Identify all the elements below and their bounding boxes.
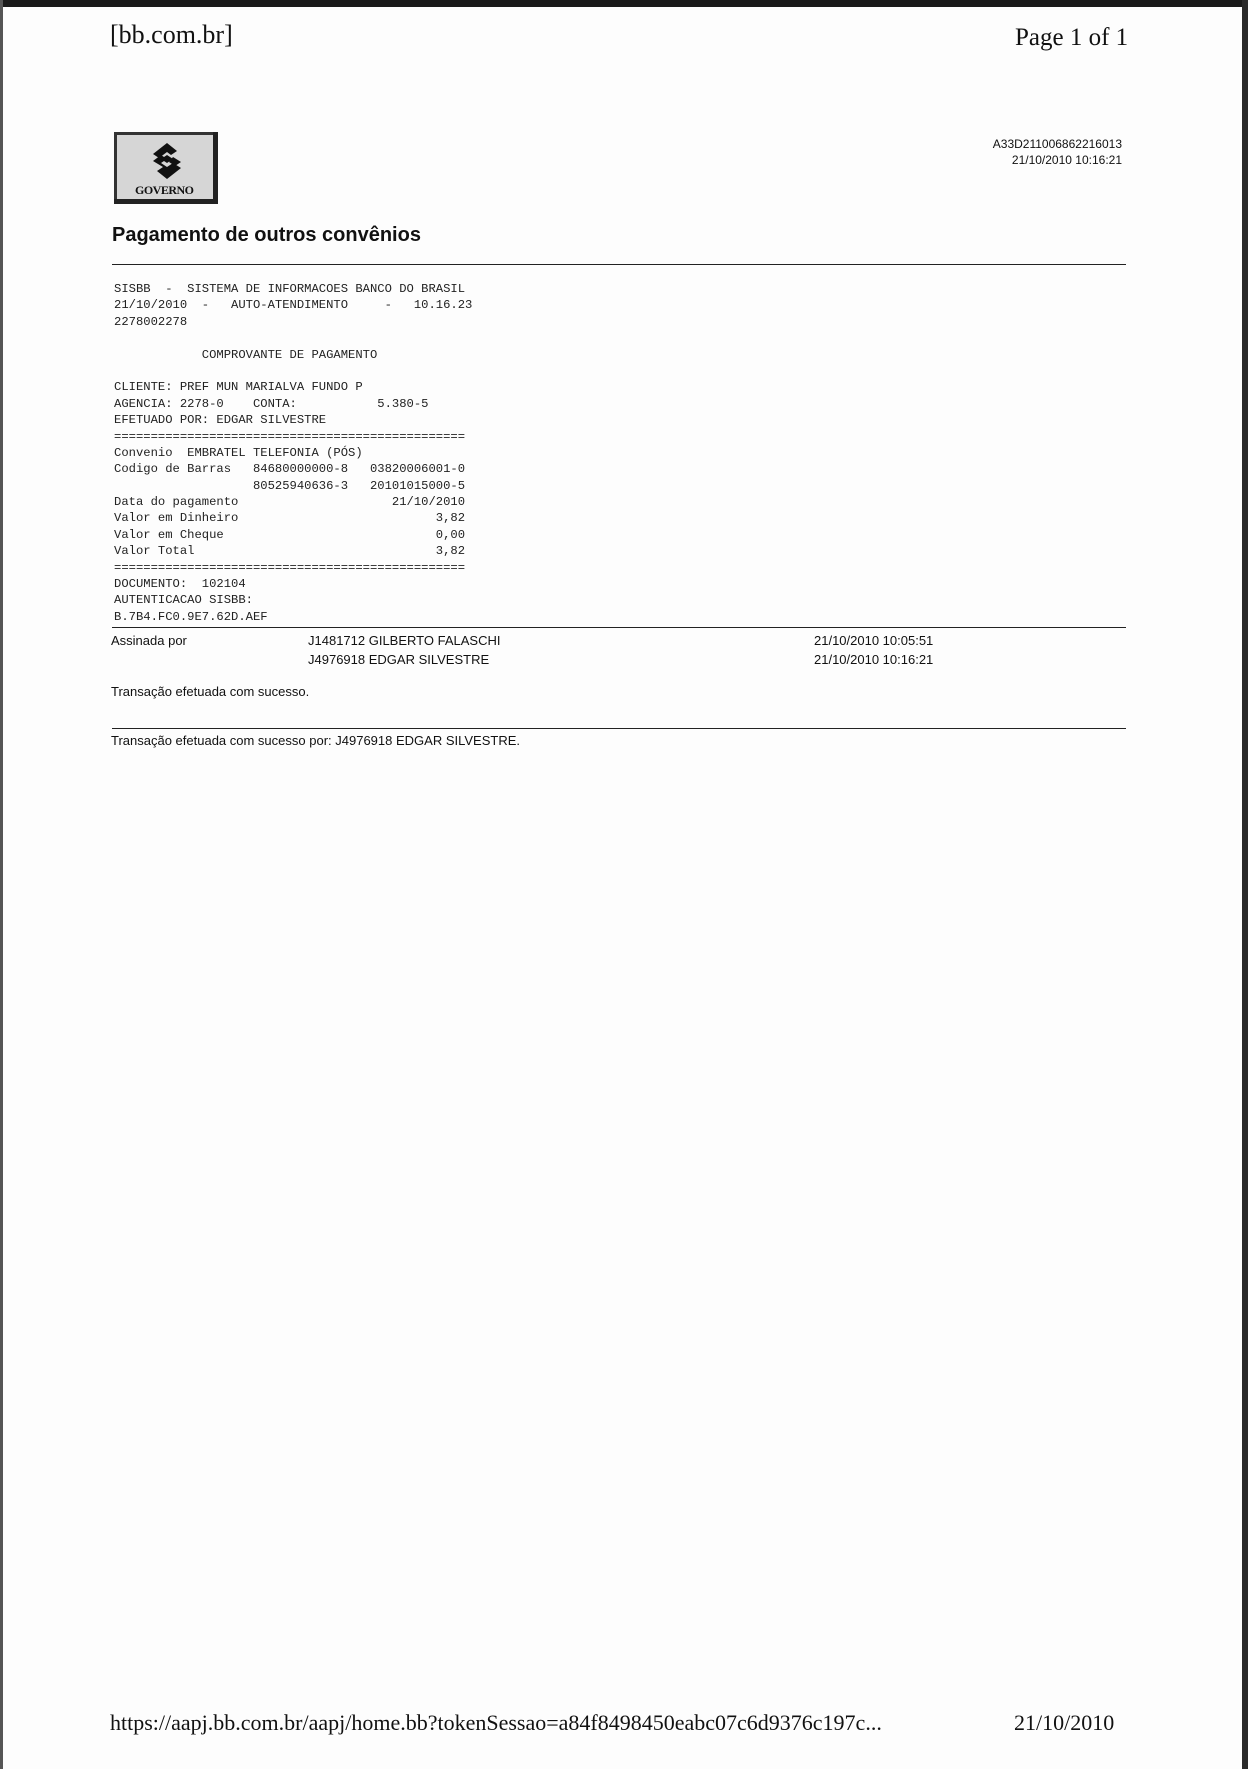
receipt-line: ================================================ — [114, 560, 466, 575]
receipt-line: Convenio EMBRATEL TELEFONIA (PÓS) — [114, 445, 363, 460]
logo-text: GOVERNO — [135, 183, 194, 197]
reference-block — [993, 136, 1122, 168]
footer-url: https://aapj.bb.com.br/aapj/home.bb?tokenSessao=a84f8498450eabc07c6d9376c197c... — [110, 1710, 882, 1735]
scan-edge-right — [1242, 0, 1248, 1769]
receipt-line: Valor em Cheque 0,00 — [114, 527, 466, 542]
signer-name: J1481712 GILBERTO FALASCHI — [308, 633, 501, 648]
receipt-line: 2278002278 — [114, 314, 188, 329]
payment-receipt — [114, 281, 472, 625]
receipt-line: DOCUMENTO: 102104 — [114, 577, 246, 592]
receipt-line: CLIENTE: PREF MUN MARIALVA FUNDO P — [114, 380, 363, 395]
bank-logo — [114, 132, 218, 204]
receipt-line: Codigo de Barras 84680000000-8 03820006001-0 — [114, 462, 466, 477]
signature-datetime: 21/10/2010 10:16:21 — [814, 652, 934, 667]
receipt-line: Valor em Dinheiro 3,82 — [114, 511, 466, 526]
site-header: [bb.com.br] — [110, 20, 233, 49]
receipt-line: COMPROVANTE DE PAGAMENTO — [114, 347, 378, 362]
receipt-line: B.7B4.FC0.9E7.62D.AEF — [114, 609, 268, 624]
signature-datetime: 21/10/2010 10:05:51 — [814, 633, 934, 648]
receipt-line: SISBB - SISTEMA DE INFORMACOES BANCO DO BRASIL — [114, 282, 466, 296]
receipt-line: ================================================ — [114, 429, 466, 444]
page-indicator: Page 1 of 1 — [1015, 24, 1129, 51]
receipt-line — [114, 363, 472, 379]
receipt-line: AGENCIA: 2278-0 CONTA: 5.380-5 — [114, 396, 429, 411]
reference-code: A33D211006862216013 — [992, 137, 1122, 151]
receipt-line: AUTENTICACAO SISBB: — [114, 593, 253, 608]
receipt-line: 80525940636-3 20101015000-5 — [114, 478, 466, 493]
receipt-line: Data do pagamento 21/10/2010 — [114, 495, 466, 510]
signer-name: J4976918 EDGAR SILVESTRE — [308, 652, 490, 667]
receipt-line: EFETUADO POR: EDGAR SILVESTRE — [114, 413, 327, 428]
signed-by-label: Assinada por — [111, 633, 187, 648]
scan-edge-left — [0, 0, 3, 1769]
status-message: Transação efetuada com sucesso. — [111, 684, 310, 699]
receipt-line — [114, 330, 472, 346]
status-footer: Transação efetuada com sucesso por: J4976918 EDGAR SILVESTRE. — [111, 733, 520, 748]
footer-date: 21/10/2010 — [1014, 1710, 1115, 1735]
receipt-line: Valor Total 3,82 — [114, 544, 466, 559]
reference-datetime: 21/10/2010 10:16:21 — [1011, 153, 1122, 167]
page-title: Pagamento de outros convênios — [112, 224, 421, 246]
divider — [112, 627, 1126, 628]
banco-brasil-logo-icon — [147, 141, 187, 181]
divider — [112, 264, 1126, 265]
receipt-line: 21/10/2010 - AUTO-ATENDIMENTO - 10.16.23 — [114, 298, 473, 313]
divider — [112, 728, 1126, 729]
scan-edge-top — [0, 0, 1248, 7]
